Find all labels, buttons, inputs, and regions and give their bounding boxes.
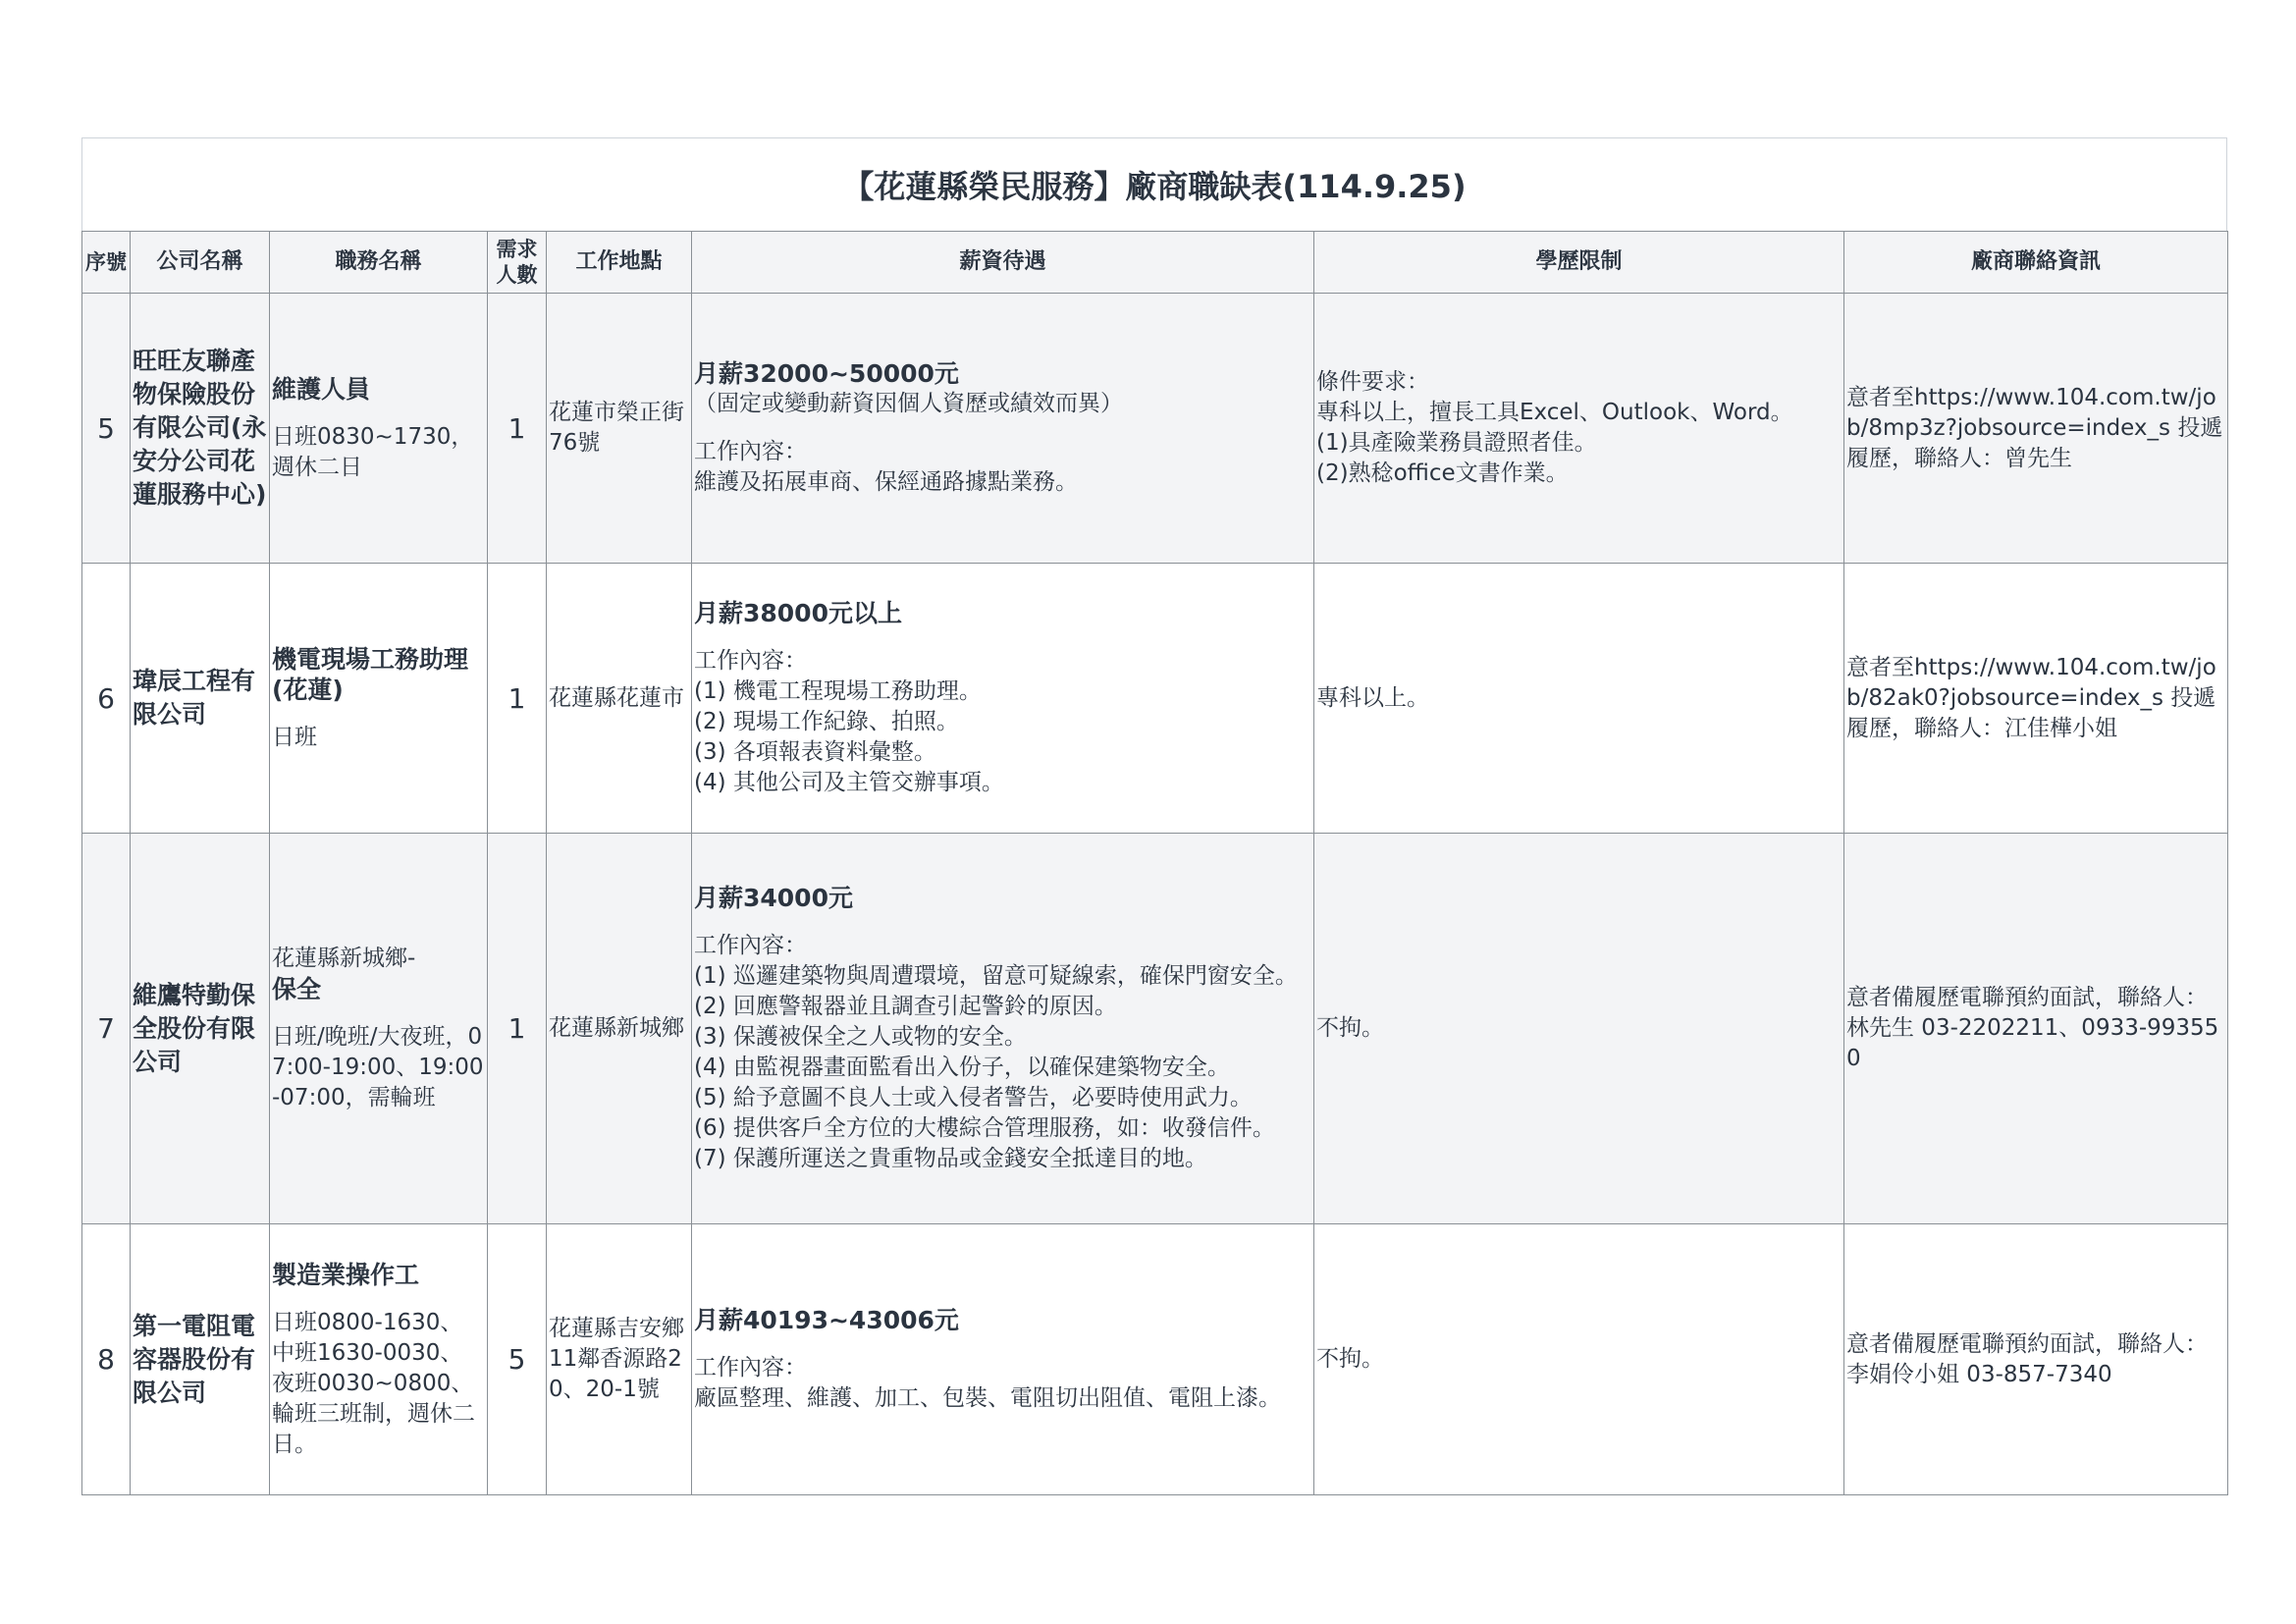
job-detail: 日班0800-1630、中班1630-0030、夜班0030~0800、輪班三班制，週休二日。 (272, 1309, 475, 1457)
content-item: (4) 由監視器畫面監看出入份子，以確保建築物安全。 (694, 1055, 1230, 1080)
row-job (270, 294, 488, 564)
content-item: 維護及拓展車商、保經通路據點業務。 (694, 469, 1078, 495)
row-company: 第一電阻電容器股份有限公司 (131, 1224, 270, 1495)
salary-amount: 月薪32000~50000元 (694, 359, 959, 388)
job-detail: 日班 (272, 724, 317, 750)
row-job (270, 564, 488, 834)
content-label: 工作內容： (694, 1355, 807, 1380)
content-item: (6) 提供客戶全方位的大樓綜合管理服務，如：收發信件。 (694, 1115, 1275, 1141)
row-contact: 意者至https://www.104.com.tw/job/82ak0?jobsource=index_s 投遞履歷，聯絡人：江佳樺小姐 (1844, 564, 2228, 834)
job-prefix: 花蓮縣新城鄉- (272, 946, 416, 971)
sheet-title-row (81, 137, 2227, 231)
row-company: 旺旺友聯產物保險股份有限公司(永安分公司花蓮服務中心) (131, 294, 270, 564)
header-seq: 序號 (82, 232, 131, 294)
row-education (1314, 564, 1844, 834)
job-detail: 日班0830~1730，週休二日 (272, 423, 474, 480)
job-vacancy-sheet (81, 137, 2227, 1495)
salary-amount: 月薪40193~43006元 (694, 1306, 959, 1334)
content-item: (2) 回應警報器並且調查引起警鈴的原因。 (694, 994, 1117, 1019)
row-salary (692, 564, 1314, 834)
header-count: 需求人數 (488, 232, 547, 294)
content-item: (1) 巡邏建築物與周遭環境，留意可疑線索，確保門窗安全。 (694, 963, 1298, 989)
header-job-title: 職務名稱 (270, 232, 488, 294)
job-title: 機電現場工務助理(花蓮) (272, 644, 469, 704)
education-item: 不拘。 (1316, 1346, 1384, 1372)
row-location: 花蓮縣新城鄉 (547, 834, 692, 1224)
header-row (82, 232, 2228, 294)
salary-amount: 月薪34000元 (694, 884, 853, 912)
row-salary (692, 1224, 1314, 1495)
row-contact: 意者備履歷電聯預約面試，聯絡人：林先生 03-2202211、0933-993550 (1844, 834, 2228, 1224)
content-item: (3) 各項報表資料彙整。 (694, 739, 936, 765)
table-row (82, 294, 2228, 564)
salary-amount: 月薪38000元以上 (694, 599, 902, 627)
content-item: (7) 保護所運送之貴重物品或金錢安全抵達目的地。 (694, 1146, 1207, 1171)
row-education (1314, 1224, 1844, 1495)
content-item: (1) 機電工程現場工務助理。 (694, 678, 982, 704)
content-item: (5) 給予意圖不良人士或入侵者警告，必要時使用武力。 (694, 1085, 1253, 1110)
row-count: 1 (488, 294, 547, 564)
row-company: 維鷹特勤保全股份有限公司 (131, 834, 270, 1224)
content-item: (2) 現場工作紀錄、拍照。 (694, 709, 959, 734)
education-item: 專科以上，擅長工具Excel、Outlook、Word。 (1316, 400, 1793, 425)
header-company: 公司名稱 (131, 232, 270, 294)
table-row (82, 564, 2228, 834)
row-contact: 意者至https://www.104.com.tw/job/8mp3z?jobsource=index_s 投遞履歷，聯絡人：曾先生 (1844, 294, 2228, 564)
education-item: 專科以上。 (1316, 684, 1429, 711)
row-seq: 6 (82, 564, 131, 834)
row-location: 花蓮縣吉安鄉11鄰香源路20、20-1號 (547, 1224, 692, 1495)
job-title: 維護人員 (272, 374, 371, 404)
row-salary (692, 834, 1314, 1224)
row-count: 5 (488, 1224, 547, 1495)
row-location: 花蓮縣花蓮市 (547, 564, 692, 834)
job-title: 保全 (272, 975, 322, 1003)
content-item: 廠區整理、維護、加工、包裝、電阻切出阻值、電阻上漆。 (694, 1385, 1281, 1411)
row-seq: 8 (82, 1224, 131, 1495)
job-title: 製造業操作工 (272, 1260, 420, 1289)
header-contact: 廠商聯絡資訊 (1844, 232, 2228, 294)
content-label: 工作內容： (694, 933, 807, 958)
row-seq: 5 (82, 294, 131, 564)
row-job (270, 834, 488, 1224)
row-seq: 7 (82, 834, 131, 1224)
row-count: 1 (488, 564, 547, 834)
job-detail: 日班/晚班/大夜班，07:00-19:00、19:00-07:00，需輪班 (272, 1024, 484, 1110)
header-location: 工作地點 (547, 232, 692, 294)
row-location: 花蓮市榮正街76號 (547, 294, 692, 564)
content-label: 工作內容： (694, 439, 807, 464)
sheet-title: 【花蓮縣榮民服務】廠商職缺表(114.9.25) (842, 168, 1467, 205)
row-salary (692, 294, 1314, 564)
row-count: 1 (488, 834, 547, 1224)
education-item: 不拘。 (1316, 1015, 1384, 1041)
content-label: 工作內容： (694, 648, 807, 674)
education-item: (1)具產險業務員證照者佳。 (1316, 430, 1597, 456)
row-job (270, 1224, 488, 1495)
table-row (82, 834, 2228, 1224)
vacancy-table (81, 231, 2228, 1495)
table-row (82, 1224, 2228, 1495)
content-item: (4) 其他公司及主管交辦事項。 (694, 770, 1004, 795)
header-education: 學歷限制 (1314, 232, 1844, 294)
education-item: 條件要求： (1316, 369, 1429, 395)
content-item: (3) 保護被保全之人或物的安全。 (694, 1024, 1027, 1050)
education-item: (2)熟稔office文書作業。 (1316, 460, 1569, 486)
row-contact: 意者備履歷電聯預約面試，聯絡人：李娟伶小姐 03-857-7340 (1844, 1224, 2228, 1495)
row-company: 瑋辰工程有限公司 (131, 564, 270, 834)
row-education (1314, 294, 1844, 564)
header-salary: 薪資待遇 (692, 232, 1314, 294)
row-education (1314, 834, 1844, 1224)
salary-note: （固定或變動薪資因個人資歷或績效而異） (694, 391, 1123, 416)
